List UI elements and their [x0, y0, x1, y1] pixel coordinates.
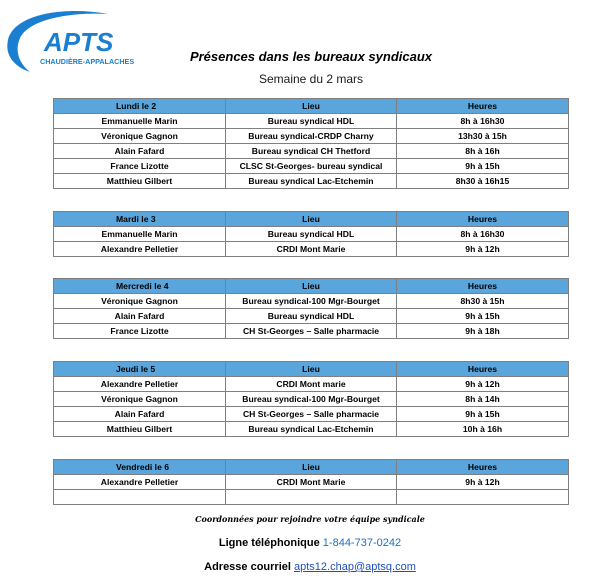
person-name: Matthieu Gilbert: [54, 422, 226, 437]
hours: 8h30 à 15h: [397, 294, 569, 309]
lieu-header: Lieu: [226, 362, 397, 377]
table-row: [54, 422, 569, 437]
person-name: Emmanuelle Marin: [54, 114, 226, 129]
location: Bureau syndical Lac-Etchemin: [226, 422, 397, 437]
table-header-row: [54, 460, 569, 475]
table-header-row: [54, 212, 569, 227]
hours: 8h30 à 16h15: [397, 174, 569, 189]
heures-header: Heures: [397, 279, 569, 294]
hours: 9h à 12h: [397, 475, 569, 490]
table-row: [54, 144, 569, 159]
heures-header: Heures: [397, 99, 569, 114]
location: CRDI Mont Marie: [226, 475, 397, 490]
hours: 9h à 15h: [397, 407, 569, 422]
table-row: [54, 159, 569, 174]
day-header: Jeudi le 5: [54, 362, 226, 377]
hours: 9h à 15h: [397, 159, 569, 174]
schedule-table-friday: [53, 459, 569, 505]
location: Bureau syndical-100 Mgr-Bourget: [226, 294, 397, 309]
hours: 8h à 16h: [397, 144, 569, 159]
location: CH St-Georges – Salle pharmacie: [226, 407, 397, 422]
location: CLSC St-Georges- bureau syndical: [226, 159, 397, 174]
day-header: Vendredi le 6: [54, 460, 226, 475]
location: Bureau syndical-100 Mgr-Bourget: [226, 392, 397, 407]
person-name: Alexandre Pelletier: [54, 377, 226, 392]
location: CRDI Mont Marie: [226, 242, 397, 257]
email-link[interactable]: apts12.chap@aptsq.com: [294, 561, 416, 573]
hours: 9h à 12h: [397, 242, 569, 257]
person-name: Véronique Gagnon: [54, 294, 226, 309]
location: Bureau syndical Lac-Etchemin: [226, 174, 397, 189]
person-name: Véronique Gagnon: [54, 129, 226, 144]
hours: [397, 490, 569, 505]
hours: 9h à 15h: [397, 309, 569, 324]
person-name: Matthieu Gilbert: [54, 174, 226, 189]
location: Bureau syndical HDL: [226, 114, 397, 129]
table-row: [54, 114, 569, 129]
page-subtitle: Semaine du 2 mars: [258, 72, 364, 86]
table-row: [54, 129, 569, 144]
heures-header: Heures: [397, 460, 569, 475]
logo-name: APTS: [44, 27, 114, 57]
table-row: [54, 309, 569, 324]
hours: 10h à 16h: [397, 422, 569, 437]
table-row: [54, 294, 569, 309]
location: CH St-Georges – Salle pharmacie: [226, 324, 397, 339]
page-title: Présences dans les bureaux syndicaux: [189, 49, 433, 64]
schedule-table-tuesday: [53, 211, 569, 257]
apts-logo: [4, 6, 154, 78]
phone-number[interactable]: 1-844-737-0242: [322, 537, 402, 549]
location: [226, 490, 397, 505]
location: CRDI Mont marie: [226, 377, 397, 392]
schedule-table-monday: [53, 98, 569, 189]
table-row: [54, 227, 569, 242]
person-name: Véronique Gagnon: [54, 392, 226, 407]
hours: 8h à 16h30: [397, 114, 569, 129]
heures-header: Heures: [397, 362, 569, 377]
table-header-row: [54, 279, 569, 294]
hours: 13h30 à 15h: [397, 129, 569, 144]
person-name: Alain Fafard: [54, 407, 226, 422]
lieu-header: Lieu: [226, 99, 397, 114]
person-name: Emmanuelle Marin: [54, 227, 226, 242]
table-row: [54, 324, 569, 339]
person-name: Alain Fafard: [54, 309, 226, 324]
person-name: France Lizotte: [54, 324, 226, 339]
person-name: Alexandre Pelletier: [54, 242, 226, 257]
hours: 8h à 14h: [397, 392, 569, 407]
schedule-table-wednesday: [53, 278, 569, 339]
logo-region: CHAUDIÈRE-APPALACHES: [40, 57, 135, 66]
lieu-header: Lieu: [226, 279, 397, 294]
table-header-row: [54, 99, 569, 114]
table-row: [54, 475, 569, 490]
day-header: Mardi le 3: [54, 212, 226, 227]
hours: 8h à 16h30: [397, 227, 569, 242]
person-name: Alain Fafard: [54, 144, 226, 159]
contact-note: Coordonnées pour rejoindre votre équipe syndicale: [195, 514, 425, 524]
table-row: [54, 392, 569, 407]
table-row: [54, 490, 569, 505]
location: Bureau syndical-CRDP Charny: [226, 129, 397, 144]
person-name: Alexandre Pelletier: [54, 475, 226, 490]
phone-line: [160, 537, 460, 549]
hours: 9h à 12h: [397, 377, 569, 392]
person-name: France Lizotte: [54, 159, 226, 174]
schedule-table-thursday: [53, 361, 569, 437]
location: Bureau syndical HDL: [226, 309, 397, 324]
lieu-header: Lieu: [226, 460, 397, 475]
email-label: Adresse courriel: [204, 561, 291, 573]
email-line: [160, 561, 460, 573]
table-row: [54, 174, 569, 189]
phone-label: Ligne téléphonique: [218, 537, 320, 549]
heures-header: Heures: [397, 212, 569, 227]
day-header: Lundi le 2: [54, 99, 226, 114]
day-header: Mercredi le 4: [54, 279, 226, 294]
person-name: [54, 490, 226, 505]
table-row: [54, 407, 569, 422]
table-header-row: [54, 362, 569, 377]
hours: 9h à 18h: [397, 324, 569, 339]
lieu-header: Lieu: [226, 212, 397, 227]
logo-swoosh-graphic: [4, 6, 154, 78]
table-row: [54, 242, 569, 257]
table-row: [54, 377, 569, 392]
location: Bureau syndical HDL: [226, 227, 397, 242]
location: Bureau syndical CH Thetford: [226, 144, 397, 159]
